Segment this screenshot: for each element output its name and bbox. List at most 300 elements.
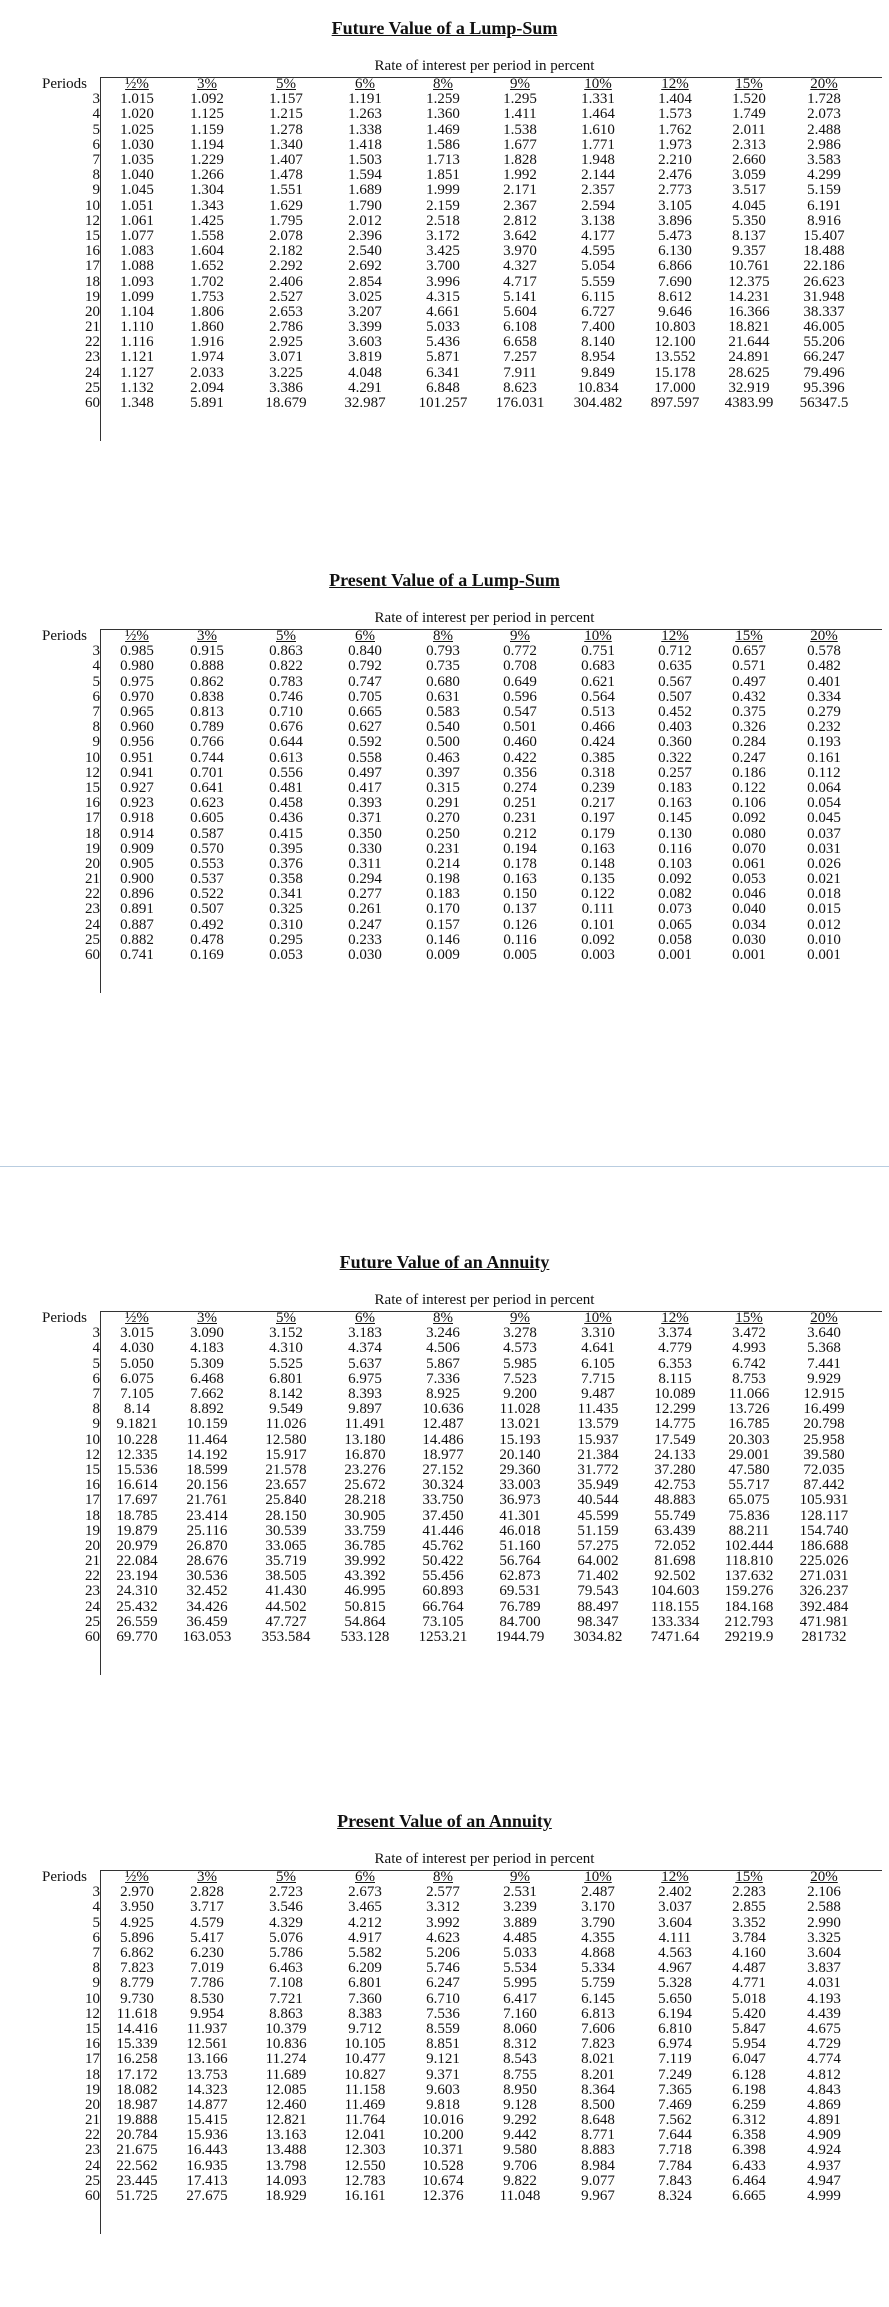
period-cell: 6: [92, 1370, 100, 1387]
value-cell: 14.192: [186, 1446, 228, 1463]
value-cell: 1.045: [120, 182, 154, 199]
value-cell: 1.278: [269, 121, 303, 138]
value-cell: 72.035: [803, 1461, 845, 1478]
value-cell: 4.030: [120, 1340, 154, 1357]
value-cell: 3.105: [658, 197, 692, 214]
value-cell: 47.580: [728, 1461, 770, 1478]
value-cell: 0.513: [581, 704, 615, 721]
value-cell: 6.075: [120, 1370, 154, 1387]
value-cell: 3.889: [503, 1914, 537, 1931]
value-cell: 18.821: [728, 319, 770, 336]
value-cell: 32.919: [728, 379, 770, 396]
value-cell: 4.045: [732, 197, 766, 214]
value-cell: 2.673: [348, 1884, 382, 1901]
value-cell: 28.625: [728, 364, 770, 381]
period-cell: 3: [92, 1884, 100, 1901]
value-cell: 4.623: [426, 1929, 460, 1946]
value-cell: 14.416: [116, 2020, 158, 2037]
value-cell: 3.717: [190, 1899, 224, 1916]
value-cell: 1.263: [348, 106, 382, 123]
value-cell: 5.604: [503, 303, 537, 320]
table-row: [40, 1524, 862, 1539]
value-cell: 14.486: [422, 1431, 464, 1448]
value-cell: 102.444: [724, 1537, 774, 1554]
value-cell: 13.166: [186, 2051, 228, 2068]
value-cell: 7.105: [120, 1386, 154, 1403]
value-cell: 0.376: [269, 855, 303, 872]
value-cell: 7.523: [503, 1370, 537, 1387]
value-cell: 36.459: [186, 1613, 228, 1630]
value-cell: 28.218: [344, 1492, 386, 1509]
period-cell: 10: [85, 1431, 100, 1448]
rate-header: 6%: [355, 76, 375, 93]
value-cell: 0.247: [732, 749, 766, 766]
value-cell: 0.458: [269, 795, 303, 812]
value-cell: 0.613: [269, 749, 303, 766]
value-cell: 2.106: [807, 1884, 841, 1901]
period-cell: 17: [85, 2051, 100, 2068]
value-cell: 5.995: [503, 1975, 537, 1992]
value-cell: 0.501: [503, 719, 537, 736]
rate-header: 15%: [735, 76, 763, 93]
value-cell: 392.484: [799, 1598, 849, 1615]
value-cell: 66.764: [422, 1598, 464, 1615]
table-row: [40, 259, 862, 274]
value-cell: 7.784: [658, 2157, 692, 2174]
period-cell: 7: [92, 1386, 100, 1403]
value-cell: 15.407: [803, 227, 845, 244]
value-cell: 4383.99: [724, 395, 774, 412]
header-row: [40, 77, 862, 92]
rate-header: 3%: [197, 1869, 217, 1886]
value-cell: 271.031: [799, 1568, 849, 1585]
value-cell: 2.012: [348, 212, 382, 229]
value-cell: 0.822: [269, 658, 303, 675]
value-cell: 0.064: [807, 779, 841, 796]
value-cell: 10.105: [344, 2036, 386, 2053]
value-cell: 3.604: [658, 1914, 692, 1931]
value-cell: 9.580: [503, 2142, 537, 2159]
value-cell: 4.812: [807, 2066, 841, 2083]
value-cell: 0.116: [503, 931, 537, 948]
value-cell: 1.215: [269, 106, 303, 123]
value-cell: 2.786: [269, 319, 303, 336]
value-cell: 0.783: [269, 673, 303, 690]
value-cell: 36.973: [499, 1492, 541, 1509]
value-cell: 4.506: [426, 1340, 460, 1357]
rate-header: ½%: [125, 628, 149, 645]
value-cell: 5.525: [269, 1355, 303, 1372]
period-cell: 6: [92, 136, 100, 153]
value-cell: 0.393: [348, 795, 382, 812]
value-cell: 1.851: [426, 167, 460, 184]
rate-header: 5%: [276, 1310, 296, 1327]
value-cell: 6.341: [426, 364, 460, 381]
value-cell: 0.130: [658, 825, 692, 842]
value-cell: 2.812: [503, 212, 537, 229]
rate-header: 8%: [433, 1869, 453, 1886]
value-cell: 11.274: [265, 2051, 307, 2068]
period-cell: 25: [85, 1613, 100, 1630]
table-row: [40, 2098, 862, 2113]
value-cell: 40.544: [577, 1492, 619, 1509]
period-cell: 25: [85, 379, 100, 396]
value-cell: 1.418: [348, 136, 382, 153]
value-cell: 23.414: [186, 1507, 228, 1524]
value-cell: 0.116: [658, 840, 692, 857]
value-cell: 16.161: [344, 2188, 386, 2205]
table-row: [40, 796, 862, 811]
value-cell: 75.836: [728, 1507, 770, 1524]
value-cell: 0.553: [190, 855, 224, 872]
value-cell: 2.723: [269, 1884, 303, 1901]
value-cell: 46.005: [803, 319, 845, 336]
value-cell: 0.082: [658, 886, 692, 903]
value-cell: 20.979: [116, 1537, 158, 1554]
period-cell: 22: [85, 886, 100, 903]
value-cell: 54.864: [344, 1613, 386, 1630]
period-cell: 16: [85, 795, 100, 812]
value-cell: 7.644: [658, 2127, 692, 2144]
value-cell: 0.710: [269, 704, 303, 721]
value-cell: 8.142: [269, 1386, 303, 1403]
value-cell: 0.492: [190, 916, 224, 933]
value-cell: 8.543: [503, 2051, 537, 2068]
value-cell: 81.698: [654, 1553, 696, 1570]
value-cell: 0.277: [348, 886, 382, 903]
value-cell: 0.001: [807, 947, 841, 964]
table-row: [40, 720, 862, 735]
value-cell: 0.015: [807, 901, 841, 918]
table-row: [40, 872, 862, 887]
value-cell: 0.247: [348, 916, 382, 933]
value-cell: 0.070: [732, 840, 766, 857]
value-cell: 7.108: [269, 1975, 303, 1992]
value-cell: 57.275: [577, 1537, 619, 1554]
value-cell: 0.106: [732, 795, 766, 812]
value-cell: 3.517: [732, 182, 766, 199]
value-cell: 0.026: [807, 855, 841, 872]
value-cell: 1.573: [658, 106, 692, 123]
value-cell: 104.603: [650, 1583, 700, 1600]
value-cell: 8.648: [581, 2112, 615, 2129]
value-cell: 46.995: [344, 1583, 386, 1600]
table-row: [40, 1976, 862, 1991]
value-cell: 0.111: [581, 901, 615, 918]
value-cell: 0.900: [120, 871, 154, 888]
rate-header: 10%: [584, 1869, 612, 1886]
value-cell: 33.003: [499, 1477, 541, 1494]
value-cell: 9.603: [426, 2081, 460, 2098]
page-break-divider: [0, 1166, 889, 1167]
value-cell: 0.371: [348, 810, 382, 827]
value-cell: 13.163: [265, 2127, 307, 2144]
value-cell: 0.975: [120, 673, 154, 690]
value-cell: 12.460: [265, 2096, 307, 2113]
value-cell: 5.436: [426, 334, 460, 351]
value-cell: 12.299: [654, 1401, 696, 1418]
table-row: [40, 320, 862, 335]
value-cell: 64.002: [577, 1553, 619, 1570]
value-cell: 0.046: [732, 886, 766, 903]
value-cell: 1.520: [732, 91, 766, 108]
value-cell: 4.563: [658, 1945, 692, 1962]
value-cell: 186.688: [799, 1537, 849, 1554]
value-cell: 4.917: [348, 1929, 382, 1946]
period-cell: 21: [85, 1553, 100, 1570]
value-cell: 0.169: [190, 947, 224, 964]
value-cell: 3.170: [581, 1899, 615, 1916]
value-cell: 10.761: [728, 258, 770, 275]
value-cell: 0.054: [807, 795, 841, 812]
period-cell: 12: [85, 212, 100, 229]
value-cell: 8.137: [732, 227, 766, 244]
value-cell: 1.304: [190, 182, 224, 199]
table-row: [40, 2159, 862, 2174]
value-cell: 6.115: [581, 288, 615, 305]
table-row: [40, 2067, 862, 2082]
value-cell: 2.210: [658, 152, 692, 169]
table-row: [40, 1615, 862, 1630]
value-cell: 0.701: [190, 764, 224, 781]
value-cell: 13.753: [186, 2066, 228, 2083]
table-row: [40, 1900, 862, 1915]
value-cell: 0.148: [581, 855, 615, 872]
period-cell: 23: [85, 1583, 100, 1600]
value-cell: 15.339: [116, 2036, 158, 2053]
period-cell: 9: [92, 1975, 100, 1992]
data-table: [40, 629, 862, 963]
value-cell: 133.334: [650, 1613, 700, 1630]
value-cell: 1.652: [190, 258, 224, 275]
value-cell: 18.987: [116, 2096, 158, 2113]
value-cell: 0.030: [732, 931, 766, 948]
value-cell: 0.325: [269, 901, 303, 918]
value-cell: 0.092: [581, 931, 615, 948]
table-row: [40, 381, 862, 396]
value-cell: 11.435: [577, 1401, 619, 1418]
value-cell: 0.789: [190, 719, 224, 736]
value-cell: 4.947: [807, 2172, 841, 2189]
value-cell: 1.407: [269, 152, 303, 169]
value-cell: 7.823: [120, 1960, 154, 1977]
value-cell: 18.929: [265, 2188, 307, 2205]
value-cell: 19.879: [116, 1522, 158, 1539]
value-cell: 3.059: [732, 167, 766, 184]
value-cell: 6.105: [581, 1355, 615, 1372]
value-cell: 0.322: [658, 749, 692, 766]
table-row: [40, 918, 862, 933]
value-cell: 0.257: [658, 764, 692, 781]
value-cell: 14.775: [654, 1416, 696, 1433]
value-cell: 37.280: [654, 1461, 696, 1478]
value-cell: 5.420: [732, 2005, 766, 2022]
period-cell: 5: [92, 673, 100, 690]
value-cell: 23.657: [265, 1477, 307, 1494]
value-cell: 66.247: [803, 349, 845, 366]
value-cell: 3.604: [807, 1945, 841, 1962]
value-cell: 2.828: [190, 1884, 224, 1901]
value-cell: 4.774: [807, 2051, 841, 2068]
value-cell: 0.080: [732, 825, 766, 842]
value-cell: 12.375: [728, 273, 770, 290]
value-cell: 8.851: [426, 2036, 460, 2053]
value-cell: 4.485: [503, 1929, 537, 1946]
table-subtitle: Rate of interest per period in percent: [374, 1292, 595, 1308]
value-cell: 23.194: [116, 1568, 158, 1585]
value-cell: 0.135: [581, 871, 615, 888]
table-row: [40, 1630, 862, 1645]
table-row: [40, 2083, 862, 2098]
value-cell: 1.425: [190, 212, 224, 229]
value-cell: 2.182: [269, 243, 303, 260]
value-cell: 9.822: [503, 2172, 537, 2189]
period-cell: 8: [92, 1960, 100, 1977]
value-cell: 4.177: [581, 227, 615, 244]
table-row: [40, 244, 862, 259]
rate-header: 3%: [197, 628, 217, 645]
value-cell: 4.868: [581, 1945, 615, 1962]
value-cell: 26.559: [116, 1613, 158, 1630]
value-cell: 9.357: [732, 243, 766, 260]
table-title: Present Value of a Lump-Sum: [329, 570, 560, 590]
value-cell: 0.980: [120, 658, 154, 675]
value-cell: 0.583: [426, 704, 460, 721]
value-cell: 41.430: [265, 1583, 307, 1600]
table-row: [40, 933, 862, 948]
value-cell: 22.186: [803, 258, 845, 275]
value-cell: 0.522: [190, 886, 224, 903]
value-cell: 4.291: [348, 379, 382, 396]
value-cell: 33.750: [422, 1492, 464, 1509]
table-row: [40, 751, 862, 766]
value-cell: 1.035: [120, 152, 154, 169]
value-cell: 8.883: [581, 2142, 615, 2159]
value-cell: 6.658: [503, 334, 537, 351]
rate-header: 20%: [810, 628, 838, 645]
value-cell: 3.784: [732, 1929, 766, 1946]
value-cell: 0.683: [581, 658, 615, 675]
value-cell: 2.078: [269, 227, 303, 244]
value-cell: 1.331: [581, 91, 615, 108]
value-cell: 3.386: [269, 379, 303, 396]
value-cell: 1.713: [426, 152, 460, 169]
value-cell: 37.450: [422, 1507, 464, 1524]
value-cell: 0.985: [120, 643, 154, 660]
value-cell: 0.250: [426, 825, 460, 842]
rate-header: 5%: [276, 76, 296, 93]
rate-header: 8%: [433, 628, 453, 645]
table-row: [40, 214, 862, 229]
value-cell: 0.163: [503, 871, 537, 888]
period-cell: 19: [85, 288, 100, 305]
value-cell: 0.146: [426, 931, 460, 948]
value-cell: 4.160: [732, 1945, 766, 1962]
value-cell: 0.482: [807, 658, 841, 675]
value-cell: 10.834: [577, 379, 619, 396]
value-cell: 3.374: [658, 1325, 692, 1342]
value-cell: 0.178: [503, 855, 537, 872]
table-row: [40, 766, 862, 781]
value-cell: 0.005: [503, 947, 537, 964]
value-cell: 13.021: [499, 1416, 541, 1433]
table-row: [40, 1493, 862, 1508]
value-cell: 0.621: [581, 673, 615, 690]
value-cell: 9.712: [348, 2020, 382, 2037]
value-cell: 51.725: [116, 2188, 158, 2205]
period-cell: 16: [85, 243, 100, 260]
value-cell: 9.128: [503, 2096, 537, 2113]
value-cell: 43.392: [344, 1568, 386, 1585]
value-cell: 6.813: [581, 2005, 615, 2022]
value-cell: 7.365: [658, 2081, 692, 2098]
value-cell: 0.772: [503, 643, 537, 660]
value-cell: 1.015: [120, 91, 154, 108]
value-cell: 10.016: [422, 2112, 464, 2129]
value-cell: 18.785: [116, 1507, 158, 1524]
rate-header: 3%: [197, 1310, 217, 1327]
value-cell: 0.424: [581, 734, 615, 751]
value-cell: 1.558: [190, 227, 224, 244]
value-cell: 3.183: [348, 1325, 382, 1342]
value-cell: 79.543: [577, 1583, 619, 1600]
value-cell: 26.870: [186, 1537, 228, 1554]
value-cell: 0.909: [120, 840, 154, 857]
header-row: [40, 629, 862, 644]
value-cell: 5.534: [503, 1960, 537, 1977]
value-cell: 1.088: [120, 258, 154, 275]
table-row: [40, 690, 862, 705]
value-cell: 84.700: [499, 1613, 541, 1630]
value-cell: 11.048: [499, 2188, 541, 2205]
table-row: [40, 229, 862, 244]
value-cell: 8.383: [348, 2005, 382, 2022]
value-cell: 0.792: [348, 658, 382, 675]
value-cell: 41.446: [422, 1522, 464, 1539]
period-cell: 18: [85, 1507, 100, 1524]
value-cell: 38.337: [803, 303, 845, 320]
value-cell: 3.090: [190, 1325, 224, 1342]
period-cell: 12: [85, 764, 100, 781]
data-table: [40, 77, 862, 411]
value-cell: 28.676: [186, 1553, 228, 1570]
value-cell: 0.403: [658, 719, 692, 736]
value-cell: 0.101: [581, 916, 615, 933]
value-cell: 9.292: [503, 2112, 537, 2129]
value-cell: 6.128: [732, 2066, 766, 2083]
period-cell: 5: [92, 121, 100, 138]
value-cell: 0.649: [503, 673, 537, 690]
value-cell: 3.790: [581, 1914, 615, 1931]
value-cell: 1.973: [658, 136, 692, 153]
value-cell: 9.929: [807, 1370, 841, 1387]
value-cell: 6.801: [348, 1975, 382, 1992]
value-cell: 1253.21: [418, 1629, 468, 1646]
value-cell: 0.018: [807, 886, 841, 903]
value-cell: 0.540: [426, 719, 460, 736]
value-cell: 29.360: [499, 1461, 541, 1478]
value-cell: 8.14: [123, 1401, 151, 1418]
value-cell: 2.367: [503, 197, 537, 214]
value-cell: 3.425: [426, 243, 460, 260]
value-cell: 0.161: [807, 749, 841, 766]
value-cell: 0.813: [190, 704, 224, 721]
value-cell: 15.178: [654, 364, 696, 381]
period-cell: 15: [85, 1461, 100, 1478]
value-cell: 1.093: [120, 273, 154, 290]
value-cell: 0.261: [348, 901, 382, 918]
value-cell: 17.000: [654, 379, 696, 396]
